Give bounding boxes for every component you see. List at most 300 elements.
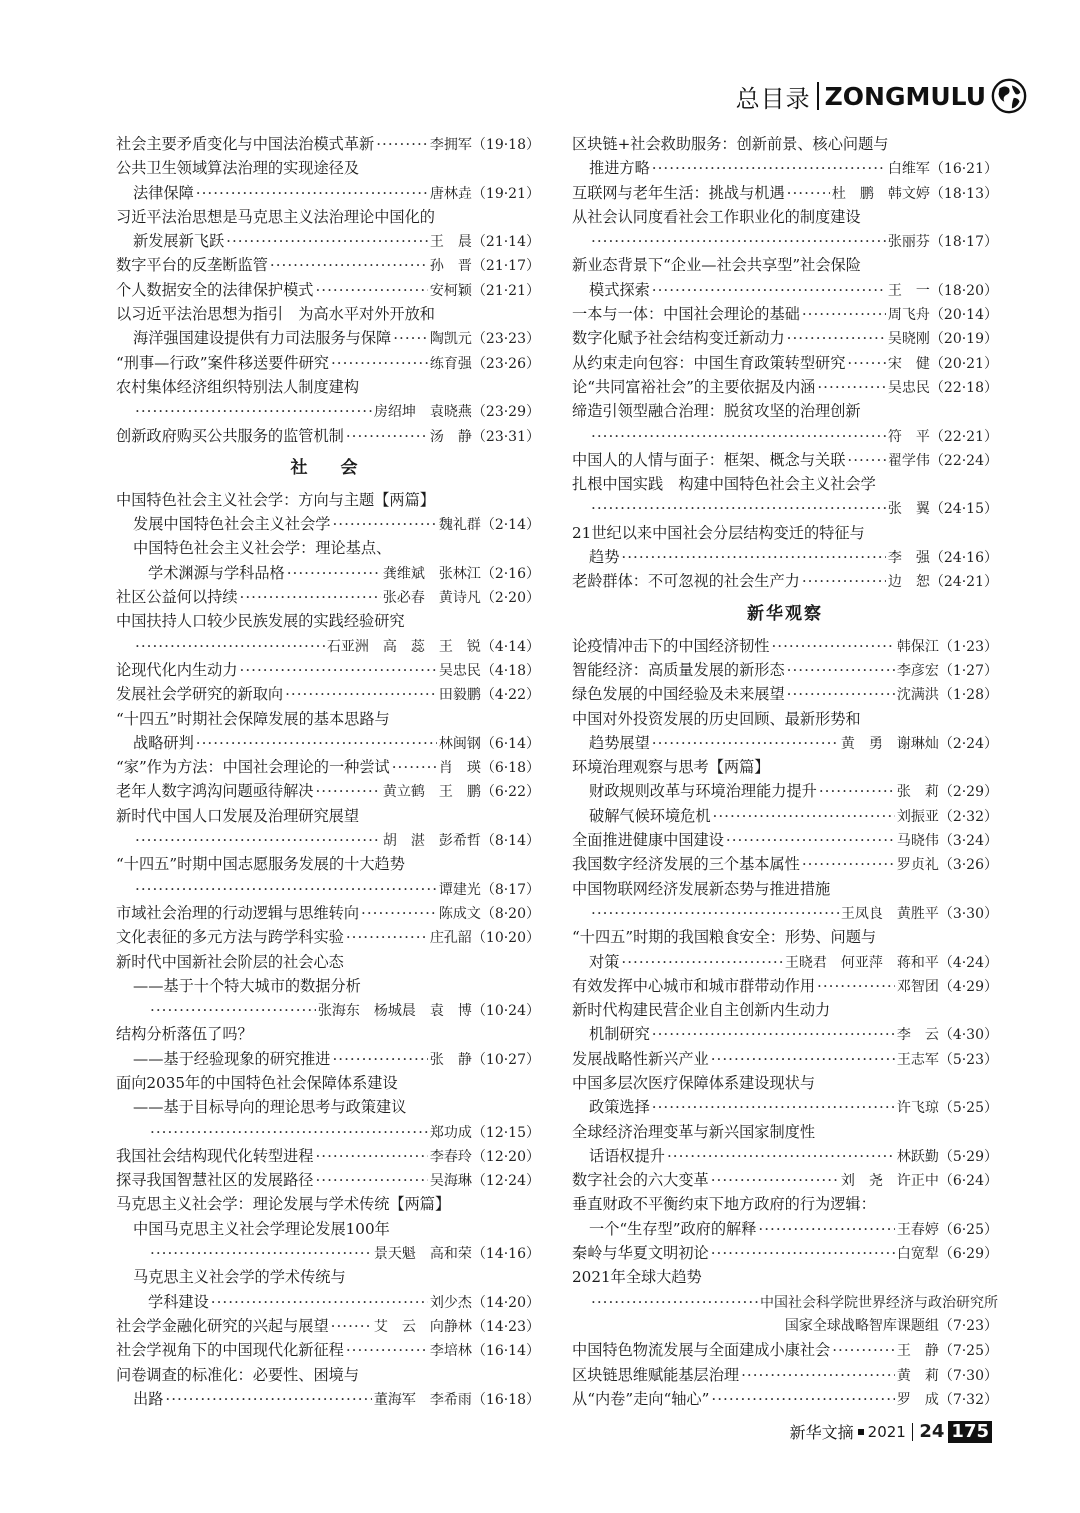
toc-entry xyxy=(572,658,998,682)
toc-entry xyxy=(572,877,998,901)
toc-entry xyxy=(116,731,540,755)
entry-title: ——基于经验现象的研究推进 xyxy=(133,1049,331,1068)
entry-title: 我国社会结构现代化转型进程 xyxy=(116,1146,314,1165)
dot-leader xyxy=(165,1387,372,1411)
entry-title: 一本与一体：中国社会理论的基础 xyxy=(572,305,800,324)
toc-entry xyxy=(572,375,998,399)
dot-leader xyxy=(591,1290,758,1314)
entry-title: 发展战略性新兴产业 xyxy=(572,1049,709,1068)
toc-entry xyxy=(116,512,540,536)
toc-entry xyxy=(572,399,998,423)
entry-title: 公共卫生领域算法治理的实现途径及 xyxy=(116,159,359,178)
toc-entry xyxy=(116,828,540,852)
dot-leader xyxy=(802,852,895,876)
entry-title: 中国对外投资发展的历史回顾、最新形势和 xyxy=(572,709,861,728)
toc-entry xyxy=(572,852,998,876)
dot-leader xyxy=(361,901,437,925)
section-heading-society: 社 会 xyxy=(290,457,366,478)
toc-entry xyxy=(116,852,540,876)
entry-title: 新时代构建民营企业自主创新内生动力 xyxy=(572,1001,831,1020)
entry-author-page: 李培林（16·14） xyxy=(429,1343,540,1360)
dot-leader xyxy=(713,804,895,828)
toc-entry xyxy=(572,925,998,949)
dot-leader xyxy=(847,351,886,375)
dot-leader xyxy=(819,779,895,803)
toc-entry xyxy=(116,779,540,803)
dot-leader xyxy=(652,156,886,180)
entry-title: 新时代中国新社会阶层的社会心态 xyxy=(116,952,344,971)
entry-title: 绿色发展的中国经验及未来展望 xyxy=(572,685,785,704)
toc-entry xyxy=(572,181,998,205)
dot-leader xyxy=(211,1290,428,1314)
entry-title: 社会学视角下的中国现代化新征程 xyxy=(116,1341,344,1360)
toc-entry xyxy=(572,1144,998,1168)
dot-leader xyxy=(711,1241,895,1265)
dot-leader xyxy=(771,634,894,658)
entry-title: 中国物联网经济发展新态势与推进措施 xyxy=(572,879,831,898)
dot-leader xyxy=(787,326,886,350)
dot-leader xyxy=(270,253,428,277)
dot-leader xyxy=(817,974,895,998)
dot-leader xyxy=(135,828,381,852)
entry-title: 老年人数字鸿沟问题亟待解决 xyxy=(116,782,314,801)
dot-leader xyxy=(331,351,428,375)
entry-author-page: 董海军 李希雨（16·18） xyxy=(373,1391,540,1408)
footer-divider xyxy=(912,1423,914,1441)
dot-leader xyxy=(711,1047,895,1071)
dot-leader xyxy=(346,1338,428,1362)
entry-title: 个人数据安全的法律保护模式 xyxy=(116,280,314,299)
entry-title: 中国特色社会主义社会学：方向与主题【两篇】 xyxy=(116,490,435,509)
entry-title: 中国扶持人口较少民族发展的实践经验研究 xyxy=(116,612,405,631)
entry-author-page: 罗贞礼（3·26） xyxy=(896,857,998,874)
toc-entry xyxy=(116,950,540,974)
entry-title: 环境治理观察与思考【两篇】 xyxy=(572,758,770,777)
toc-entry xyxy=(116,1338,540,1362)
entry-author-page: 宋 健（20·21） xyxy=(887,355,998,372)
entry-title: 中国人的人情与面子：框架、概念与关联 xyxy=(572,450,846,469)
toc-entry xyxy=(572,998,998,1022)
entry-title: 探寻我国智慧社区的发展路径 xyxy=(116,1171,314,1190)
entry-title: 海洋强国建设提供有力司法服务与保障 xyxy=(133,329,392,348)
toc-entry xyxy=(572,804,998,828)
dot-leader xyxy=(591,496,886,520)
entry-author-page: 林闽钢（6·14） xyxy=(438,735,540,752)
footer-issue: 24 xyxy=(919,1421,945,1442)
toc-entry xyxy=(116,901,540,925)
dot-leader xyxy=(240,585,381,609)
dot-leader xyxy=(832,1338,895,1362)
toc-entry xyxy=(116,1168,540,1192)
entry-author-page: 王春婷（6·25） xyxy=(896,1221,998,1238)
dot-leader xyxy=(652,731,839,755)
entry-author-page: 李彦宏（1·27） xyxy=(896,662,998,679)
entry-author-page: 安柯颖（21·21） xyxy=(429,282,540,299)
entry-author-page: 王晓君 何亚萍 蒋和平（4·24） xyxy=(784,954,998,971)
header-title-en: ZONGMULU xyxy=(824,81,986,111)
entry-author-page: 吴忠民（4·18） xyxy=(438,662,540,679)
entry-title: 学科建设 xyxy=(148,1292,209,1311)
entry-author-page: 黄立鹤 王 鹏（6·22） xyxy=(382,784,540,801)
dot-leader xyxy=(315,779,380,803)
toc-entry xyxy=(116,181,540,205)
entry-title: 中国马克思主义社会学理论发展100年 xyxy=(133,1219,390,1238)
entry-author-page: 王 晨（21·14） xyxy=(429,234,540,251)
entry-title: 市域社会治理的行动逻辑与思维转向 xyxy=(116,903,359,922)
entry-author-page: 杜 鹏 韩文婷（18·13） xyxy=(831,185,998,202)
entry-title: 以习近平法治思想为指引 为高水平对外开放和 xyxy=(116,305,435,324)
entry-title: 趋势 xyxy=(589,548,620,567)
dot-leader xyxy=(392,755,437,779)
entry-author-page: 国家全球战略智库课题组（7·23） xyxy=(784,1317,998,1334)
entry-author-page: 陶凯元（23·23） xyxy=(429,331,540,348)
entry-title: 文化表征的多元方法与跨学科实验 xyxy=(116,928,344,947)
toc-entry xyxy=(116,253,540,277)
toc-entry xyxy=(116,585,540,609)
entry-title: 全面推进健康中国建设 xyxy=(572,831,724,850)
globe-icon xyxy=(990,77,1028,115)
dot-leader xyxy=(196,731,437,755)
toc-entry xyxy=(572,1217,998,1241)
entry-author-page: 许飞琼（5·25） xyxy=(896,1100,998,1117)
entry-author-page: 邓智团（4·29） xyxy=(896,978,998,995)
dot-leader xyxy=(332,1047,427,1071)
entry-title: 数字社会的六大变革 xyxy=(572,1171,709,1190)
toc-entry xyxy=(572,974,998,998)
entry-author-page: 张海东 杨城晨 袁 博（10·24） xyxy=(317,1003,540,1020)
left-list-top xyxy=(116,132,540,448)
toc-entry xyxy=(116,1217,540,1241)
toc-entry xyxy=(116,156,540,180)
toc-entry xyxy=(572,1265,998,1289)
toc-entry xyxy=(572,278,998,302)
toc-entry xyxy=(572,569,998,593)
dot-leader xyxy=(802,569,886,593)
dot-leader xyxy=(621,950,782,974)
entry-title: 扎根中国实践 构建中国特色社会主义社会学 xyxy=(572,475,876,494)
toc-entry xyxy=(116,707,540,731)
entry-title: “十四五”时期社会保障发展的基本思路与 xyxy=(116,709,390,728)
entry-title: 从社会认同度看社会工作职业化的制度建设 xyxy=(572,207,861,226)
toc-entry xyxy=(116,1144,540,1168)
entry-author-page: 翟学伟（22·24） xyxy=(887,452,998,469)
dot-leader xyxy=(787,658,895,682)
entry-title: 中国特色物流发展与全面建成小康社会 xyxy=(572,1341,831,1360)
entry-title: 有效发挥中心城市和城市群带动作用 xyxy=(572,976,815,995)
dot-leader xyxy=(315,1168,427,1192)
entry-author-page: 罗 成（7·32） xyxy=(896,1391,998,1408)
dot-leader xyxy=(726,828,895,852)
toc-entry xyxy=(572,1338,998,1362)
entry-author-page: 白维军（16·21） xyxy=(887,161,998,178)
entry-title: 趋势展望 xyxy=(589,733,650,752)
toc-entry xyxy=(116,1120,540,1144)
entry-title: 模式探索 xyxy=(589,280,650,299)
toc-entry xyxy=(572,634,998,658)
toc-entry xyxy=(116,682,540,706)
toc-entry xyxy=(116,1047,540,1071)
dot-leader xyxy=(240,658,437,682)
toc-entry xyxy=(116,399,540,423)
entry-title: 新业态背景下“企业—社会共享型”社会保险 xyxy=(572,256,861,275)
footer-journal-name: 新华文摘 xyxy=(789,1423,854,1442)
entry-title: 垂直财政不平衡约束下地方政府的行为逻辑： xyxy=(572,1195,876,1214)
toc-entry xyxy=(116,974,540,998)
entry-title: 马克思主义社会学：理论发展与学术传统【两篇】 xyxy=(116,1195,451,1214)
toc-entry xyxy=(116,658,540,682)
dot-leader xyxy=(591,424,886,448)
entry-title: 社会学金融化研究的兴起与展望 xyxy=(116,1316,329,1335)
entry-author-page: 谭建光（8·17） xyxy=(438,881,540,898)
entry-author-page: 李拥军（19·18） xyxy=(429,137,540,153)
entry-author-page: 张必春 黄诗凡（2·20） xyxy=(382,590,540,607)
entry-title: 学术渊源与学科品格 xyxy=(148,563,285,582)
dot-leader xyxy=(621,545,886,569)
dot-leader xyxy=(346,424,428,448)
entry-title: 推进方略 xyxy=(589,159,650,178)
footer-page-number: 175 xyxy=(948,1421,992,1443)
dot-leader xyxy=(652,278,886,302)
entry-author-page: 张 静（10·27） xyxy=(429,1051,540,1068)
header-title-cn: 总目录 xyxy=(735,84,811,113)
entry-title: 对策 xyxy=(589,952,620,971)
entry-author-page: 魏礼群（2·14） xyxy=(438,517,540,534)
entry-title: 智能经济：高质量发展的新形态 xyxy=(572,660,785,679)
entry-title: 创新政府购买公共服务的监管机制 xyxy=(116,426,344,445)
dot-leader xyxy=(315,1144,427,1168)
entry-title: 2021年全球大趋势 xyxy=(572,1268,702,1287)
toc-entry xyxy=(572,1314,998,1338)
toc-entry xyxy=(116,536,540,560)
entry-author-page: 刘振亚（2·32） xyxy=(896,808,998,825)
entry-author-page: 胡 湛 彭希哲（8·14） xyxy=(382,833,540,850)
toc-entry xyxy=(572,132,998,156)
dot-leader xyxy=(787,181,830,205)
left-column xyxy=(116,132,540,1411)
entry-author-page: 郑功成（12·15） xyxy=(429,1124,540,1141)
dot-leader xyxy=(591,229,886,253)
left-list-society xyxy=(116,488,540,1411)
toc-entry xyxy=(116,1241,540,1265)
entry-title: 马克思主义社会学的学术传统与 xyxy=(133,1268,346,1287)
entry-author-page: 汤 静（23·31） xyxy=(429,428,540,445)
toc-entry xyxy=(116,488,540,512)
entry-title: 缔造引领型融合治理：脱贫攻坚的治理创新 xyxy=(572,402,861,421)
entry-author-page: 沈满洪（1·28） xyxy=(896,687,998,704)
toc-entry xyxy=(572,1290,998,1314)
entry-author-page: 吴忠民（22·18） xyxy=(887,379,998,396)
entry-title: 战略研判 xyxy=(133,733,194,752)
entry-title: 农村集体经济组织特别法人制度建构 xyxy=(116,377,359,396)
section-heading-xinhua-observation: 新华观察 xyxy=(747,603,823,624)
entry-author-page: 张丽芬（18·17） xyxy=(887,234,998,251)
dot-leader xyxy=(332,512,436,536)
entry-title: 一个“生存型”政府的解释 xyxy=(589,1219,757,1238)
header-divider xyxy=(817,82,819,110)
entry-author-page: 艾 云 向静林（14·23） xyxy=(373,1318,540,1335)
dot-leader xyxy=(285,682,437,706)
toc-entry xyxy=(572,731,998,755)
entry-title: 发展中国特色社会主义社会学 xyxy=(133,515,331,534)
entry-author-page: 王 静（7·25） xyxy=(896,1343,998,1360)
entry-title: 话语权提升 xyxy=(589,1146,665,1165)
toc-entry xyxy=(572,205,998,229)
entry-title: 从约束走向包容：中国生育政策转型研究 xyxy=(572,353,846,372)
toc-entry xyxy=(572,496,998,520)
toc-entry xyxy=(116,229,540,253)
toc-entry xyxy=(116,804,540,828)
toc-entry xyxy=(116,1314,540,1338)
entry-author-page: 龚维斌 张林江（2·16） xyxy=(382,565,540,582)
dot-leader xyxy=(741,1363,895,1387)
toc-entry xyxy=(116,877,540,901)
dot-leader xyxy=(135,877,437,901)
dot-leader xyxy=(331,1314,372,1338)
toc-entry xyxy=(572,1241,998,1265)
toc-entry xyxy=(116,424,540,448)
entry-title: 我国数字经济发展的三个基本属性 xyxy=(572,855,800,874)
entry-title: 区块链思维赋能基层治理 xyxy=(572,1365,740,1384)
entry-title: 发展社会学研究的新取向 xyxy=(116,685,284,704)
toc-entry xyxy=(572,326,998,350)
dot-leader xyxy=(150,998,316,1022)
entry-author-page: 房绍坤 袁晓燕（23·29） xyxy=(373,404,540,421)
entry-author-page: 边 恕（24·21） xyxy=(887,574,998,591)
entry-author-page: 中国社会科学院世界经济与政治研究所 xyxy=(760,1294,998,1311)
dot-leader xyxy=(226,229,428,253)
dot-leader xyxy=(652,1095,895,1119)
dot-leader xyxy=(196,181,428,205)
entry-author-page: 黄 莉（7·30） xyxy=(896,1367,998,1384)
entry-title: 区块链+社会救助服务：创新前景、核心问题与 xyxy=(572,135,889,153)
dot-leader xyxy=(802,302,886,326)
toc-entry xyxy=(572,1047,998,1071)
entry-title: 破解气候环境危机 xyxy=(589,806,711,825)
entry-author-page: 黄 勇 谢琳灿（2·24） xyxy=(840,735,998,752)
entry-author-page: 刘 尧 许正中（6·24） xyxy=(840,1173,998,1190)
toc-entry xyxy=(116,561,540,585)
entry-author-page: 唐林垚（19·21） xyxy=(429,185,540,202)
page-header xyxy=(736,76,1028,116)
entry-title: 全球经济治理变革与新兴国家制度性 xyxy=(572,1122,815,1141)
toc-entry xyxy=(116,375,540,399)
entry-author-page: 白宽犁（6·29） xyxy=(896,1246,998,1263)
dot-leader xyxy=(652,1022,895,1046)
toc-entry xyxy=(116,634,540,658)
entry-title: 数字化赋予社会结构变迁新动力 xyxy=(572,329,785,348)
toc-entry xyxy=(572,521,998,545)
entry-title: 中国特色社会主义社会学：理论基点、 xyxy=(133,539,392,558)
toc-entry xyxy=(572,229,998,253)
toc-entry xyxy=(572,682,998,706)
entry-author-page: 庄孔韶（10·20） xyxy=(429,930,540,947)
entry-author-page: 石亚洲 高 蕊 王 锐（4·14） xyxy=(326,638,540,655)
entry-author-page: 王志军（5·23） xyxy=(896,1051,998,1068)
dot-leader xyxy=(847,448,886,472)
footer-year: 2021 xyxy=(867,1422,906,1441)
toc-entry xyxy=(572,424,998,448)
entry-title: 习近平法治思想是马克思主义法治理论中国化的 xyxy=(116,207,435,226)
entry-author-page: 田毅鹏（4·22） xyxy=(438,687,540,704)
entry-title: 数字平台的反垄断监管 xyxy=(116,256,268,275)
dot-leader xyxy=(711,1168,839,1192)
entry-title: “家”作为方法：中国社会理论的一种尝试 xyxy=(116,758,390,777)
entry-author-page: 张 莉（2·29） xyxy=(896,784,998,801)
dot-leader xyxy=(150,1241,372,1265)
dot-leader xyxy=(150,1120,428,1144)
entry-title: 互联网与老年生活：挑战与机遇 xyxy=(572,183,785,202)
entry-title: 论现代化内生动力 xyxy=(116,660,238,679)
entry-title: ——基于目标导向的理论思考与政策建议 xyxy=(133,1098,407,1117)
entry-author-page: 刘少杰（14·20） xyxy=(429,1294,540,1311)
entry-title: 中国多层次医疗保障体系建设现状与 xyxy=(572,1073,815,1092)
entry-title: 机制研究 xyxy=(589,1025,650,1044)
dot-leader xyxy=(346,925,428,949)
entry-title: 新发展新飞跃 xyxy=(133,232,225,251)
entry-title: 结构分析落伍了吗？ xyxy=(116,1025,253,1044)
toc-entry xyxy=(116,132,540,156)
toc-entry xyxy=(572,1363,998,1387)
entry-author-page: 吴海琳（12·24） xyxy=(429,1173,540,1190)
toc-entry xyxy=(116,1387,540,1411)
entry-author-page: 张 翼（24·15） xyxy=(887,501,998,518)
toc-entry xyxy=(116,1290,540,1314)
entry-author-page: 孙 晋（21·17） xyxy=(429,258,540,275)
entry-author-page: 李 强（24·16） xyxy=(887,550,998,567)
entry-title: 从“内卷”走向“轴心” xyxy=(572,1389,710,1408)
page-footer xyxy=(790,1420,992,1443)
toc-entry xyxy=(116,302,540,326)
toc-entry xyxy=(116,278,540,302)
entry-title: 财政规则改革与环境治理能力提升 xyxy=(589,782,817,801)
toc-entry xyxy=(116,205,540,229)
toc-entry xyxy=(572,1120,998,1144)
entry-title: ——基于十个特大城市的数据分析 xyxy=(133,976,361,995)
entry-title: 秦岭与华夏文明初论 xyxy=(572,1244,709,1263)
dot-leader xyxy=(817,375,886,399)
toc-entry xyxy=(116,755,540,779)
toc-entry xyxy=(116,326,540,350)
entry-title: 面向2035年的中国特色社会保障体系建设 xyxy=(116,1073,398,1092)
dot-leader xyxy=(758,1217,894,1241)
toc-entry xyxy=(116,1071,540,1095)
entry-title: 论疫情冲击下的中国经济韧性 xyxy=(572,636,770,655)
entry-title: 法律保障 xyxy=(133,183,194,202)
toc-entry xyxy=(572,253,998,277)
toc-entry xyxy=(572,472,998,496)
toc-entry xyxy=(116,925,540,949)
entry-author-page: 韩保江（1·23） xyxy=(896,638,998,655)
entry-author-page: 王 一（18·20） xyxy=(887,282,998,299)
dot-leader xyxy=(787,682,895,706)
entry-title: 新时代中国人口发展及治理研究展望 xyxy=(116,806,359,825)
entry-title: 社区公益何以持续 xyxy=(116,588,238,607)
entry-title: “十四五”时期的我国粮食安全：形势、问题与 xyxy=(572,928,877,947)
toc-entry xyxy=(572,707,998,731)
entry-author-page: 吴晓刚（20·19） xyxy=(887,331,998,348)
toc-entry xyxy=(116,609,540,633)
toc-entry xyxy=(116,1192,540,1216)
toc-entry xyxy=(572,1168,998,1192)
toc-entry xyxy=(572,779,998,803)
toc-entry xyxy=(572,1387,998,1411)
toc-entry xyxy=(572,448,998,472)
dot-leader xyxy=(376,132,428,156)
entry-author-page: 景天魁 高和荣（14·16） xyxy=(373,1246,540,1263)
toc-entry xyxy=(116,1022,540,1046)
toc-entry xyxy=(116,1363,540,1387)
entry-author-page: 李春玲（12·20） xyxy=(429,1148,540,1165)
